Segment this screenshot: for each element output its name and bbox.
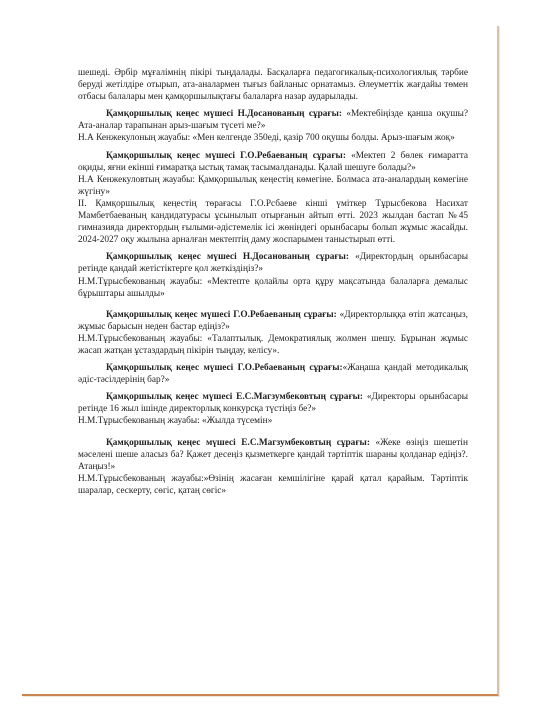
paragraph-answer-7: Н.М.Тұрысбекованың жауабы:»Өзінің жасаған кемшілігіне қарай қатал қарайым. Тәртіптік шаралар, сескерту, сөгіс, қатаң сөгіс» [78, 473, 468, 496]
question-text: «Мектебіңізде қанша оқушы? Ата-аналар тарапынан арыз-шағым түсеті ме?» [78, 109, 468, 132]
document-body [78, 67, 468, 497]
paragraph-question-6 [78, 391, 468, 415]
asker-label: Қамқоршылық кеңес мүшесі Н.Досанованың сұрағы: [106, 109, 342, 120]
paragraph-section-2: II. Қамқоршылық кеңестің төрағасы Г.О.Рсбаеве кінші үміткер Тұрысбекова Насихат Мамбетбаеваның кандидатурасы ұсынылып отырғанын айтып өтті. 2023 жылдан бастап №45 гимназияда директордың ғылыми-әдістемелік ісі жөніндегі орынбасары болып жұмыс жасайды. 2024-2027 оқу жылына арналған мектептің даму жоспарымен таныстырып өтті. [78, 198, 468, 246]
paragraph-question-7 [78, 437, 468, 473]
asker-label: Қамқоршылық кеңес мүшесі Г.О.Ребаеваның сұрағы: [106, 363, 343, 374]
asker-label: Қамқоршылық кеңес мүшесі Г.О.Ребаеваның сұрағы: [106, 150, 346, 161]
paragraph-answer-2: Н.А Кенжекуловтың жауабы: Қамқоршылық кеңестің көмегіне. Болмаса ата-аналардың көмегіне жүгіну» [78, 174, 468, 197]
paragraph-intro: шешеді. Әрбір мұғалімнің пікірі тыңдалады. Басқаларға педагогикалық-психологиялық тәрбие беруді жетілдіре отырып, ата-аналармен тығыз байланыс орнатамыз. Әлеуметтік жағдайы төмен отбасы балалары мен қамқоршылықтағы балаларға назар аударылады. [78, 68, 468, 103]
question-text: «Жеке өзіңіз шешетін мәселені шеше аласыз ба? Қажет десеңіз қызметкерге қандай тәртіптік шараны қолданар едіңіз?. Атаңыз!» [78, 437, 468, 472]
paragraph-question-2 [78, 150, 468, 174]
paragraph-question-3 [78, 251, 468, 275]
paragraph-answer-3: Н.М.Тұрысбекованың жауабы: «Мектепте қолайлы орта құру мақсатында балаларға демалыс бұрыштары ашылды» [78, 276, 468, 299]
paragraph-question-4 [78, 309, 468, 333]
asker-label: Қамқоршылық кеңес мүшесі Н.Досанованың сұрағы: [106, 252, 349, 263]
paragraph-question-5 [78, 362, 468, 386]
paragraph-answer-1: Н.А Кенжекулоның жауабы: «Мен келгенде 350еді, қазір 700 оқушы болды. Арыз-шағым жоқ» [78, 133, 455, 144]
question-text: «Директоры орынбасары ретінде 16 жыл ішінде директорлық конкурсқа түстіңіз бе?» [78, 392, 468, 415]
paragraph-answer-6: Н.М.Тұрысбекованың жауабы: «Жылда түсемін» [78, 416, 273, 427]
question-text: «Жаңаша қандай методикалық әдіс-тәсілдерінің бар?» [78, 363, 468, 386]
question-text: «Директорлыққа өтіп жатсаңыз, жұмыс барысын неден бастар едіңіз?» [78, 309, 468, 332]
asker-label: Қамқоршылық кеңес мүшесі Е.С.Магзумбековтың сұрағы: [106, 392, 364, 403]
paragraph-question-1 [78, 108, 468, 132]
asker-label: Қамқоршылық кеңес мүшесі Г.О.Ребаеваның сұрағы: [106, 309, 337, 320]
paragraph-answer-4: Н.М.Тұрысбекованың жауабы: «Талаптылық. Демократиялық жолмен шешу. Бұрынан жұмыс жасап жатқан ұстаздардың пікірін тыңдау, келісу». [78, 333, 468, 356]
question-text: «Директордың орынбасары ретінде қандай жетістіктерге қол жеткіздіңіз?» [78, 252, 468, 275]
question-text: «Мектеп 2 бөлек ғимаратта оқиды, яғни екінші ғимаратқа ыстық тамақ тасымалданады. Қалай шешуге болады?» [78, 150, 468, 173]
asker-label: Қамқоршылық кеңес мүшесі Е.С.Магзумбековтың сұрағы: [106, 437, 370, 448]
